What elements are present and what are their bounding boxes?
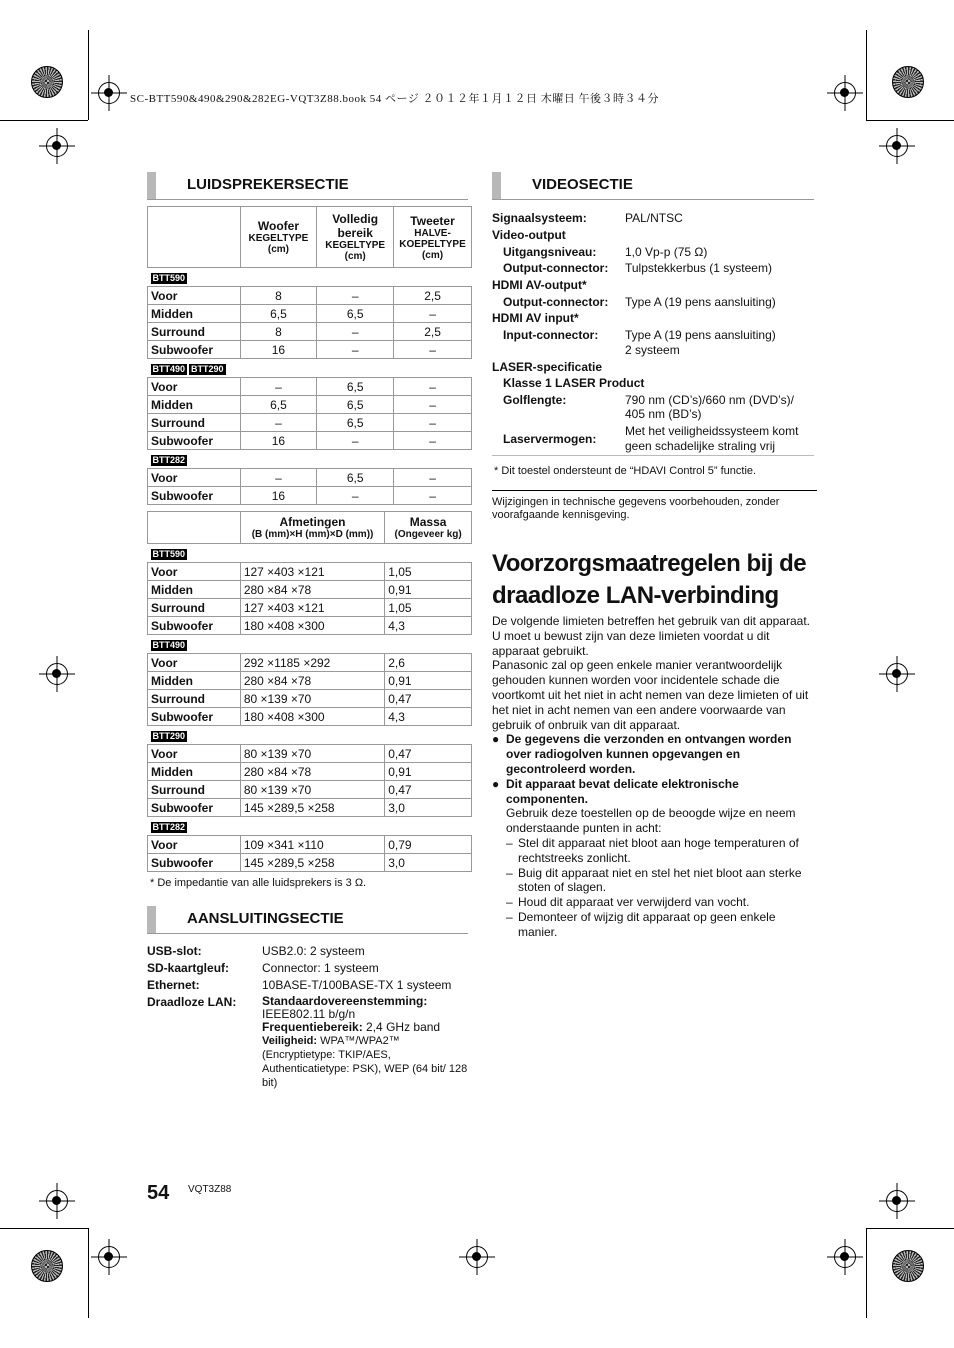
speaker-dimension-table xyxy=(147,511,472,872)
laser-power-label: Laservermogen: xyxy=(503,432,597,446)
hdmi-output-connector-value: Type A (19 pens aansluiting) xyxy=(625,295,776,309)
table-cell: 0,47 xyxy=(385,781,472,799)
row-label: Voor xyxy=(148,287,241,305)
table-cell: 180 ×408 ×300 xyxy=(240,617,384,635)
table-row xyxy=(148,341,472,359)
row-label: Voor xyxy=(148,836,241,854)
table-cell: 1,05 xyxy=(385,563,472,581)
speaker-section-header xyxy=(147,172,468,200)
level-value: 1,0 Vp-p (75 Ω) xyxy=(625,245,708,259)
output-connector-label: Output-connector: xyxy=(503,261,609,275)
usb-label: USB-slot: xyxy=(147,944,202,958)
row-label: Midden xyxy=(148,305,241,323)
table-cell: 145 ×289,5 ×258 xyxy=(240,854,384,872)
table-row xyxy=(148,672,472,690)
header-empty xyxy=(148,512,241,544)
wlan-label: Draadloze LAN: xyxy=(147,995,237,1009)
header-woofer: Woofer KEGELTYPE (cm) xyxy=(240,207,317,268)
table-row xyxy=(148,563,472,581)
color-rosette-icon xyxy=(892,1250,924,1282)
table-cell: 16 xyxy=(240,341,317,359)
table-cell: 0,47 xyxy=(385,745,472,763)
table-cell: 6,5 xyxy=(240,396,317,414)
model-tag: BTT590 xyxy=(152,549,186,559)
registration-mark-icon xyxy=(46,1190,68,1212)
table-cell: 0,91 xyxy=(385,581,472,599)
row-label: Midden xyxy=(148,581,241,599)
table-cell: 6,5 xyxy=(317,305,394,323)
row-label: Voor xyxy=(148,654,241,672)
hdmi-input-connector-value: Type A (19 pens aansluiting) xyxy=(625,328,776,342)
row-label: Midden xyxy=(148,763,241,781)
model-tag: BTT290 xyxy=(152,731,186,741)
file-header: SC-BTT590&490&290&282EG-VQT3Z88.book 54 ページ ２０１２年１月１２日 木曜日 午後３時３４分 xyxy=(130,93,659,105)
table-cell: – xyxy=(394,414,472,432)
table-row xyxy=(148,581,472,599)
table-cell: – xyxy=(394,305,472,323)
table-row xyxy=(148,836,472,854)
table-cell: 80 ×139 ×70 xyxy=(240,690,384,708)
section-title: VIDEOSECTIE xyxy=(532,176,633,193)
bullet-item: ● Dit apparaat bevat delicate elektronische componenten. xyxy=(492,776,739,806)
row-label: Voor xyxy=(148,563,241,581)
dash-item: – Demonteer of wijzig dit apparaat op geen enkele manier. xyxy=(506,910,818,940)
wavelength-value: 790 nm (CD’s)/660 nm (DVD’s)/ 405 nm (BD’s) xyxy=(625,393,794,421)
table-cell: – xyxy=(394,378,472,396)
video-specs xyxy=(492,211,817,461)
table-cell: – xyxy=(394,341,472,359)
signal-label: Signaalsysteem: xyxy=(492,211,587,225)
level-label: Uitgangsniveau: xyxy=(503,245,597,259)
table-cell: – xyxy=(317,323,394,341)
table-row xyxy=(148,396,472,414)
table-cell: – xyxy=(394,432,472,450)
registration-mark-icon xyxy=(46,135,68,157)
dash-item: – Buig dit apparaat niet en stel het niet bloot aan sterke stoten of slagen. xyxy=(506,866,818,896)
ethernet-value: 10BASE-T/100BASE-TX 1 systeem xyxy=(262,978,452,992)
header-dimensions: Afmetingen (B (mm)×H (mm)×D (mm)) xyxy=(240,512,384,544)
dash-item: – Houd dit apparaat ver verwijderd van vocht. xyxy=(506,895,818,910)
table-cell: 3,0 xyxy=(385,854,472,872)
row-label: Surround xyxy=(148,599,241,617)
model-tag: BTT290 xyxy=(191,364,224,374)
table-row xyxy=(148,323,472,341)
table-row xyxy=(148,617,472,635)
registration-mark-icon xyxy=(98,82,120,104)
hdmi-output-connector-label: Output-connector: xyxy=(503,295,609,309)
table-row xyxy=(148,378,472,396)
wlan-value: Standaardovereenstemming: IEEE802.11 b/g/n Frequentiebereik: 2,4 GHz band Veiligheid: WPA™/WPA2™ (Encryptietype: TKIP/AES, Authenticatietype: PSK), WEP (64 bit/ 128 bit) xyxy=(262,994,468,1089)
registration-mark-icon xyxy=(466,1246,488,1268)
section-title: AANSLUITINGSECTIE xyxy=(187,910,344,927)
model-group-row xyxy=(148,817,472,836)
table-cell: – xyxy=(240,414,317,432)
registration-mark-icon xyxy=(834,82,856,104)
table-row xyxy=(148,781,472,799)
wavelength-label: Golflengte: xyxy=(503,393,567,407)
video-section-header xyxy=(492,172,814,200)
laser-class: Klasse 1 LASER Product xyxy=(503,376,645,390)
table-cell: 2,6 xyxy=(385,654,472,672)
table-row xyxy=(148,305,472,323)
row-label: Subwoofer xyxy=(148,799,241,817)
wlan-precautions-body xyxy=(492,614,818,940)
document-code: VQT3Z88 xyxy=(188,1184,232,1195)
hdmi-input-connector-count: 2 systeem xyxy=(625,343,680,357)
header-tweeter: Tweeter HALVE-KOEPELTYPE (cm) xyxy=(394,207,472,268)
table-cell: 4,3 xyxy=(385,617,472,635)
paragraph: De volgende limieten betreffen het gebruik van dit apparaat. U moet u bewust zijn van deze limieten voordat u dit apparaat gebruikt. xyxy=(492,614,810,658)
table-cell: – xyxy=(317,432,394,450)
header-mass: Massa (Ongeveer kg) xyxy=(385,512,472,544)
table-cell: 16 xyxy=(240,432,317,450)
table-row xyxy=(148,599,472,617)
table-row xyxy=(148,854,472,872)
table-cell: 16 xyxy=(240,487,317,505)
table-cell: 6,5 xyxy=(317,469,394,487)
laser-label: LASER-specificatie xyxy=(492,360,603,374)
row-label: Surround xyxy=(148,781,241,799)
table-row xyxy=(148,432,472,450)
paragraph: Gebruik deze toestellen op de beoogde wijze en neem onderstaande punten in acht: xyxy=(506,806,796,836)
table-row xyxy=(148,708,472,726)
registration-mark-icon xyxy=(98,1246,120,1268)
table-cell: 145 ×289,5 ×258 xyxy=(240,799,384,817)
table-cell: – xyxy=(394,487,472,505)
table-cell: 80 ×139 ×70 xyxy=(240,781,384,799)
row-label: Subwoofer xyxy=(148,432,241,450)
color-rosette-icon xyxy=(31,1250,63,1282)
registration-mark-icon xyxy=(46,663,68,685)
table-cell: 8 xyxy=(240,287,317,305)
registration-mark-icon xyxy=(886,1190,908,1212)
registration-mark-icon xyxy=(886,135,908,157)
row-label: Subwoofer xyxy=(148,487,241,505)
usb-value: USB2.0: 2 systeem xyxy=(262,944,365,958)
model-group-row xyxy=(148,359,472,378)
model-group-row xyxy=(148,726,472,745)
table-cell: 4,3 xyxy=(385,708,472,726)
output-connector-value: Tulpstekkerbus (1 systeem) xyxy=(625,261,772,275)
hdmi-input-label: HDMI AV input* xyxy=(492,311,579,325)
wlan-precautions-heading: Voorzorgsmaatregelen bij de draadloze LAN-verbinding xyxy=(492,550,807,609)
section-title: LUIDSPREKERSECTIE xyxy=(187,176,349,193)
table-cell: 6,5 xyxy=(240,305,317,323)
table-cell: 292 ×1185 ×292 xyxy=(240,654,384,672)
table-cell: 2,5 xyxy=(394,287,472,305)
row-label: Subwoofer xyxy=(148,708,241,726)
table-cell: 0,47 xyxy=(385,690,472,708)
connection-specs xyxy=(147,944,477,1094)
table-cell: 2,5 xyxy=(394,323,472,341)
color-rosette-icon xyxy=(31,66,63,98)
row-label: Subwoofer xyxy=(148,617,241,635)
model-group-row xyxy=(148,268,472,287)
speaker-footnote: * De impedantie van alle luidsprekers is 3 Ω. xyxy=(150,877,367,889)
model-group-row xyxy=(148,635,472,654)
table-cell: 280 ×84 ×78 xyxy=(240,672,384,690)
hdmi-input-connector-label: Input-connector: xyxy=(503,328,599,342)
ethernet-label: Ethernet: xyxy=(147,978,200,992)
table-cell: 280 ×84 ×78 xyxy=(240,763,384,781)
row-label: Voor xyxy=(148,378,241,396)
sd-value: Connector: 1 systeem xyxy=(262,961,379,975)
table-row xyxy=(148,287,472,305)
table-row xyxy=(148,414,472,432)
model-group-row xyxy=(148,450,472,469)
table-cell: – xyxy=(317,287,394,305)
table-cell: 180 ×408 ×300 xyxy=(240,708,384,726)
table-row xyxy=(148,654,472,672)
table-cell: 6,5 xyxy=(317,414,394,432)
row-label: Subwoofer xyxy=(148,341,241,359)
model-tag: BTT282 xyxy=(152,455,186,465)
color-rosette-icon xyxy=(892,66,924,98)
disclaimer: Wijzigingen in technische gegevens voorbehouden, zonder voorafgaande kennisgeving. xyxy=(492,496,780,521)
table-cell: 0,91 xyxy=(385,763,472,781)
table-cell: 80 ×139 ×70 xyxy=(240,745,384,763)
table-cell: 109 ×341 ×110 xyxy=(240,836,384,854)
row-label: Voor xyxy=(148,745,241,763)
table-cell: – xyxy=(394,469,472,487)
row-label: Surround xyxy=(148,323,241,341)
model-tag: BTT490 xyxy=(152,364,186,374)
table-cell: – xyxy=(240,378,317,396)
table-cell: 0,91 xyxy=(385,672,472,690)
signal-value: PAL/NTSC xyxy=(625,211,683,225)
page-number: 54 xyxy=(147,1182,170,1204)
table-row xyxy=(148,690,472,708)
model-tag: BTT282 xyxy=(152,822,186,832)
row-label: Surround xyxy=(148,690,241,708)
bullet-item: ● De gegevens die verzonden en ontvangen worden over radiogolven kunnen opgevangen en gecontroleerd worden. xyxy=(492,732,792,776)
dash-item: – Stel dit apparaat niet bloot aan hoge temperaturen of rechtstreeks zonlicht. xyxy=(506,836,818,866)
video-footnote: * Dit toestel ondersteunt de “HDAVI Control 5” functie. xyxy=(494,465,757,477)
table-cell: – xyxy=(240,469,317,487)
connection-section-header xyxy=(147,906,468,934)
table-cell: 6,5 xyxy=(317,396,394,414)
speaker-size-table xyxy=(147,206,472,505)
video-output-label: Video-output xyxy=(492,228,566,242)
table-cell: – xyxy=(317,341,394,359)
table-cell: – xyxy=(317,487,394,505)
row-label: Voor xyxy=(148,469,241,487)
model-tag: BTT590 xyxy=(152,273,186,283)
header-full-range: Volledig bereik KEGELTYPE (cm) xyxy=(317,207,394,268)
hdmi-output-label: HDMI AV-output* xyxy=(492,278,587,292)
table-row xyxy=(148,799,472,817)
row-label: Surround xyxy=(148,414,241,432)
row-label: Midden xyxy=(148,672,241,690)
table-row xyxy=(148,469,472,487)
laser-power-value: Met het veiligheidssysteem komt geen schadelijke straling vrij xyxy=(625,424,799,453)
table-cell: 280 ×84 ×78 xyxy=(240,581,384,599)
table-cell: 127 ×403 ×121 xyxy=(240,563,384,581)
table-cell: 0,79 xyxy=(385,836,472,854)
header-empty xyxy=(148,207,241,268)
table-cell: 3,0 xyxy=(385,799,472,817)
table-cell: 8 xyxy=(240,323,317,341)
table-row xyxy=(148,745,472,763)
table-row xyxy=(148,487,472,505)
registration-mark-icon xyxy=(834,1246,856,1268)
sd-label: SD-kaartgleuf: xyxy=(147,961,230,975)
row-label: Midden xyxy=(148,396,241,414)
table-cell: 1,05 xyxy=(385,599,472,617)
table-row xyxy=(148,763,472,781)
registration-mark-icon xyxy=(886,663,908,685)
row-label: Subwoofer xyxy=(148,854,241,872)
paragraph: Panasonic zal op geen enkele manier verantwoordelijk gehouden kunnen worden voor incidentele schade die voortkomt uit het niet in acht nemen van deze limieten of uit het niet in acht nemen van een andere voorwaarde van gebruik of onbruik van dit apparaat. xyxy=(492,658,809,732)
table-cell: – xyxy=(394,396,472,414)
model-tag: BTT490 xyxy=(152,640,186,650)
table-cell: 6,5 xyxy=(317,378,394,396)
table-cell: 127 ×403 ×121 xyxy=(240,599,384,617)
model-group-row xyxy=(148,544,472,563)
